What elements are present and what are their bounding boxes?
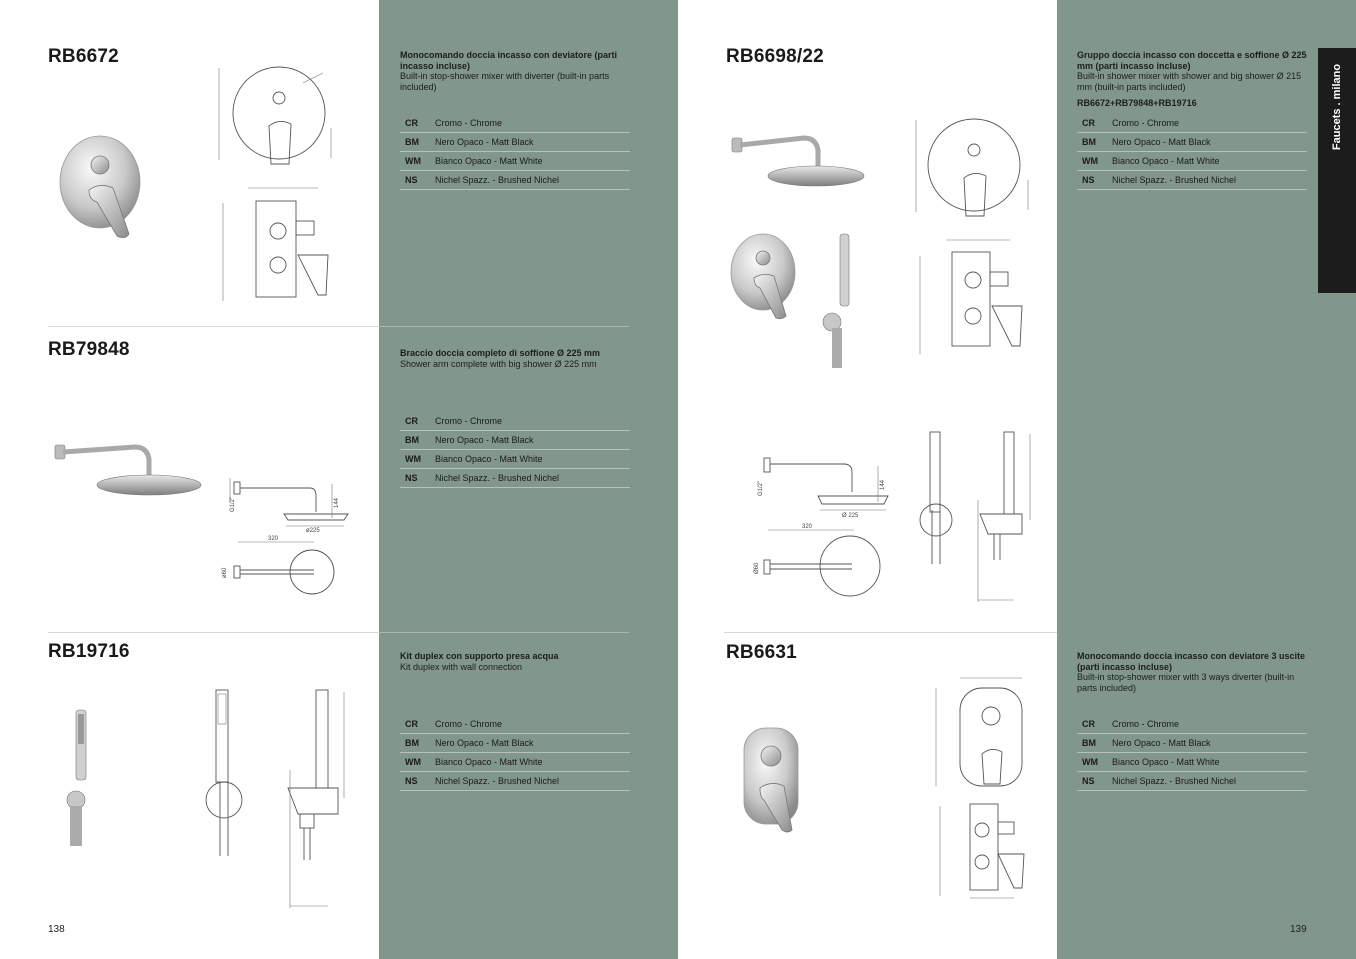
finish-row: NS Nichel Spazz. - Brushed Nichel <box>400 772 630 791</box>
product-code: RB6631 <box>726 642 797 663</box>
finish-row: BM Nero Opaco - Matt Black <box>400 133 630 152</box>
dim-label: 144 <box>334 497 340 508</box>
dim-label: 144 <box>880 479 886 490</box>
title-it: Monocomando doccia incasso con deviatore (parti incasso incluse) <box>400 50 618 71</box>
technical-drawing <box>930 672 1030 792</box>
finish-row: BM Nero Opaco - Matt Black <box>1077 734 1307 753</box>
finish-list <box>1077 715 1307 791</box>
divider <box>48 632 379 633</box>
side-tab-label: Faucets . milano <box>1331 63 1343 151</box>
dim-label: ø225 <box>306 528 320 534</box>
mixer-photo <box>742 726 802 834</box>
technical-drawing <box>916 236 1031 356</box>
hand-shower-photo <box>818 232 858 372</box>
technical-drawing <box>936 796 1036 906</box>
finish-list <box>400 715 630 791</box>
finish-row: CR Cromo - Chrome <box>400 412 630 431</box>
finish-list <box>400 114 630 190</box>
divider <box>48 326 379 327</box>
product-code: RB19716 <box>48 641 130 662</box>
finish-list <box>1077 114 1307 190</box>
finish-row: WM Bianco Opaco - Matt White <box>400 152 630 171</box>
finish-list <box>400 412 630 488</box>
title-en: Shower arm complete with big shower Ø 225 mm <box>400 358 597 369</box>
mixer-photo <box>728 230 798 322</box>
title-it: Kit duplex con supporto presa acqua <box>400 651 559 661</box>
technical-drawing <box>198 688 358 910</box>
shower-arm-photo <box>732 118 867 193</box>
hand-shower-photo <box>56 708 96 850</box>
component-codes: RB6672+RB79848+RB19716 <box>1077 98 1197 108</box>
finish-row: CR Cromo - Chrome <box>400 114 630 133</box>
page-number: 139 <box>1290 924 1307 935</box>
finish-row: BM Nero Opaco - Matt Black <box>400 431 630 450</box>
finish-row: NS Nichel Spazz. - Brushed Nichel <box>400 171 630 190</box>
technical-drawing <box>912 120 1042 220</box>
technical-drawing <box>220 478 350 588</box>
title-en: Built-in shower mixer with shower and big shower Ø 215 mm (built-in parts included) <box>1077 71 1302 92</box>
finish-row: CR Cromo - Chrome <box>400 715 630 734</box>
shower-arm-photo <box>55 425 195 500</box>
divider <box>379 632 629 633</box>
title-en: Kit duplex with wall connection <box>400 661 523 672</box>
divider <box>379 326 629 327</box>
technical-drawing <box>918 430 1043 605</box>
title-en: Built-in stop-shower mixer with 3 ways diverter (built-in parts included) <box>1077 672 1295 693</box>
product-description <box>1077 651 1312 693</box>
dim-label: G1/2" <box>230 496 236 512</box>
page-number: 138 <box>48 924 65 935</box>
finish-row: CR Cromo - Chrome <box>1077 114 1307 133</box>
product-code: RB6672 <box>48 46 119 67</box>
product-code: RB6698/22 <box>726 46 824 67</box>
dim-label: Ø60 <box>754 562 760 574</box>
product-description <box>400 50 635 92</box>
title-en: Built-in stop-shower mixer with diverter (built-in parts included) <box>400 71 610 92</box>
product-code: RB79848 <box>48 339 130 360</box>
dim-label: G1/2" <box>758 480 764 496</box>
finish-row: BM Nero Opaco - Matt Black <box>400 734 630 753</box>
dim-label: 320 <box>268 536 279 542</box>
finish-row: WM Bianco Opaco - Matt White <box>400 753 630 772</box>
finish-row: CR Cromo - Chrome <box>1077 715 1307 734</box>
title-it: Gruppo doccia incasso con doccetta e soffione Ø 225 mm (parti incasso incluse) <box>1077 50 1307 71</box>
divider <box>724 632 1057 633</box>
dim-label: 320 <box>802 524 813 530</box>
finish-row: NS Nichel Spazz. - Brushed Nichel <box>400 469 630 488</box>
finish-row: NS Nichel Spazz. - Brushed Nichel <box>1077 772 1307 791</box>
title-it: Braccio doccia completo di soffione Ø 225 mm <box>400 348 601 358</box>
technical-drawing <box>213 68 343 168</box>
finish-row: WM Bianco Opaco - Matt White <box>400 450 630 469</box>
technical-drawing <box>218 183 338 303</box>
finish-row: WM Bianco Opaco - Matt White <box>1077 753 1307 772</box>
product-description <box>1077 50 1312 109</box>
finish-row: NS Nichel Spazz. - Brushed Nichel <box>1077 171 1307 190</box>
technical-drawing <box>752 452 892 592</box>
mixer-photo <box>55 130 145 245</box>
finish-row: BM Nero Opaco - Matt Black <box>1077 133 1307 152</box>
product-description <box>400 348 635 369</box>
product-description <box>400 651 635 672</box>
title-it: Monocomando doccia incasso con deviatore 3 uscite (parti incasso incluse) <box>1077 651 1306 672</box>
finish-row: WM Bianco Opaco - Matt White <box>1077 152 1307 171</box>
dim-label: Ø 225 <box>842 513 859 519</box>
dim-label: ø60 <box>222 567 228 578</box>
